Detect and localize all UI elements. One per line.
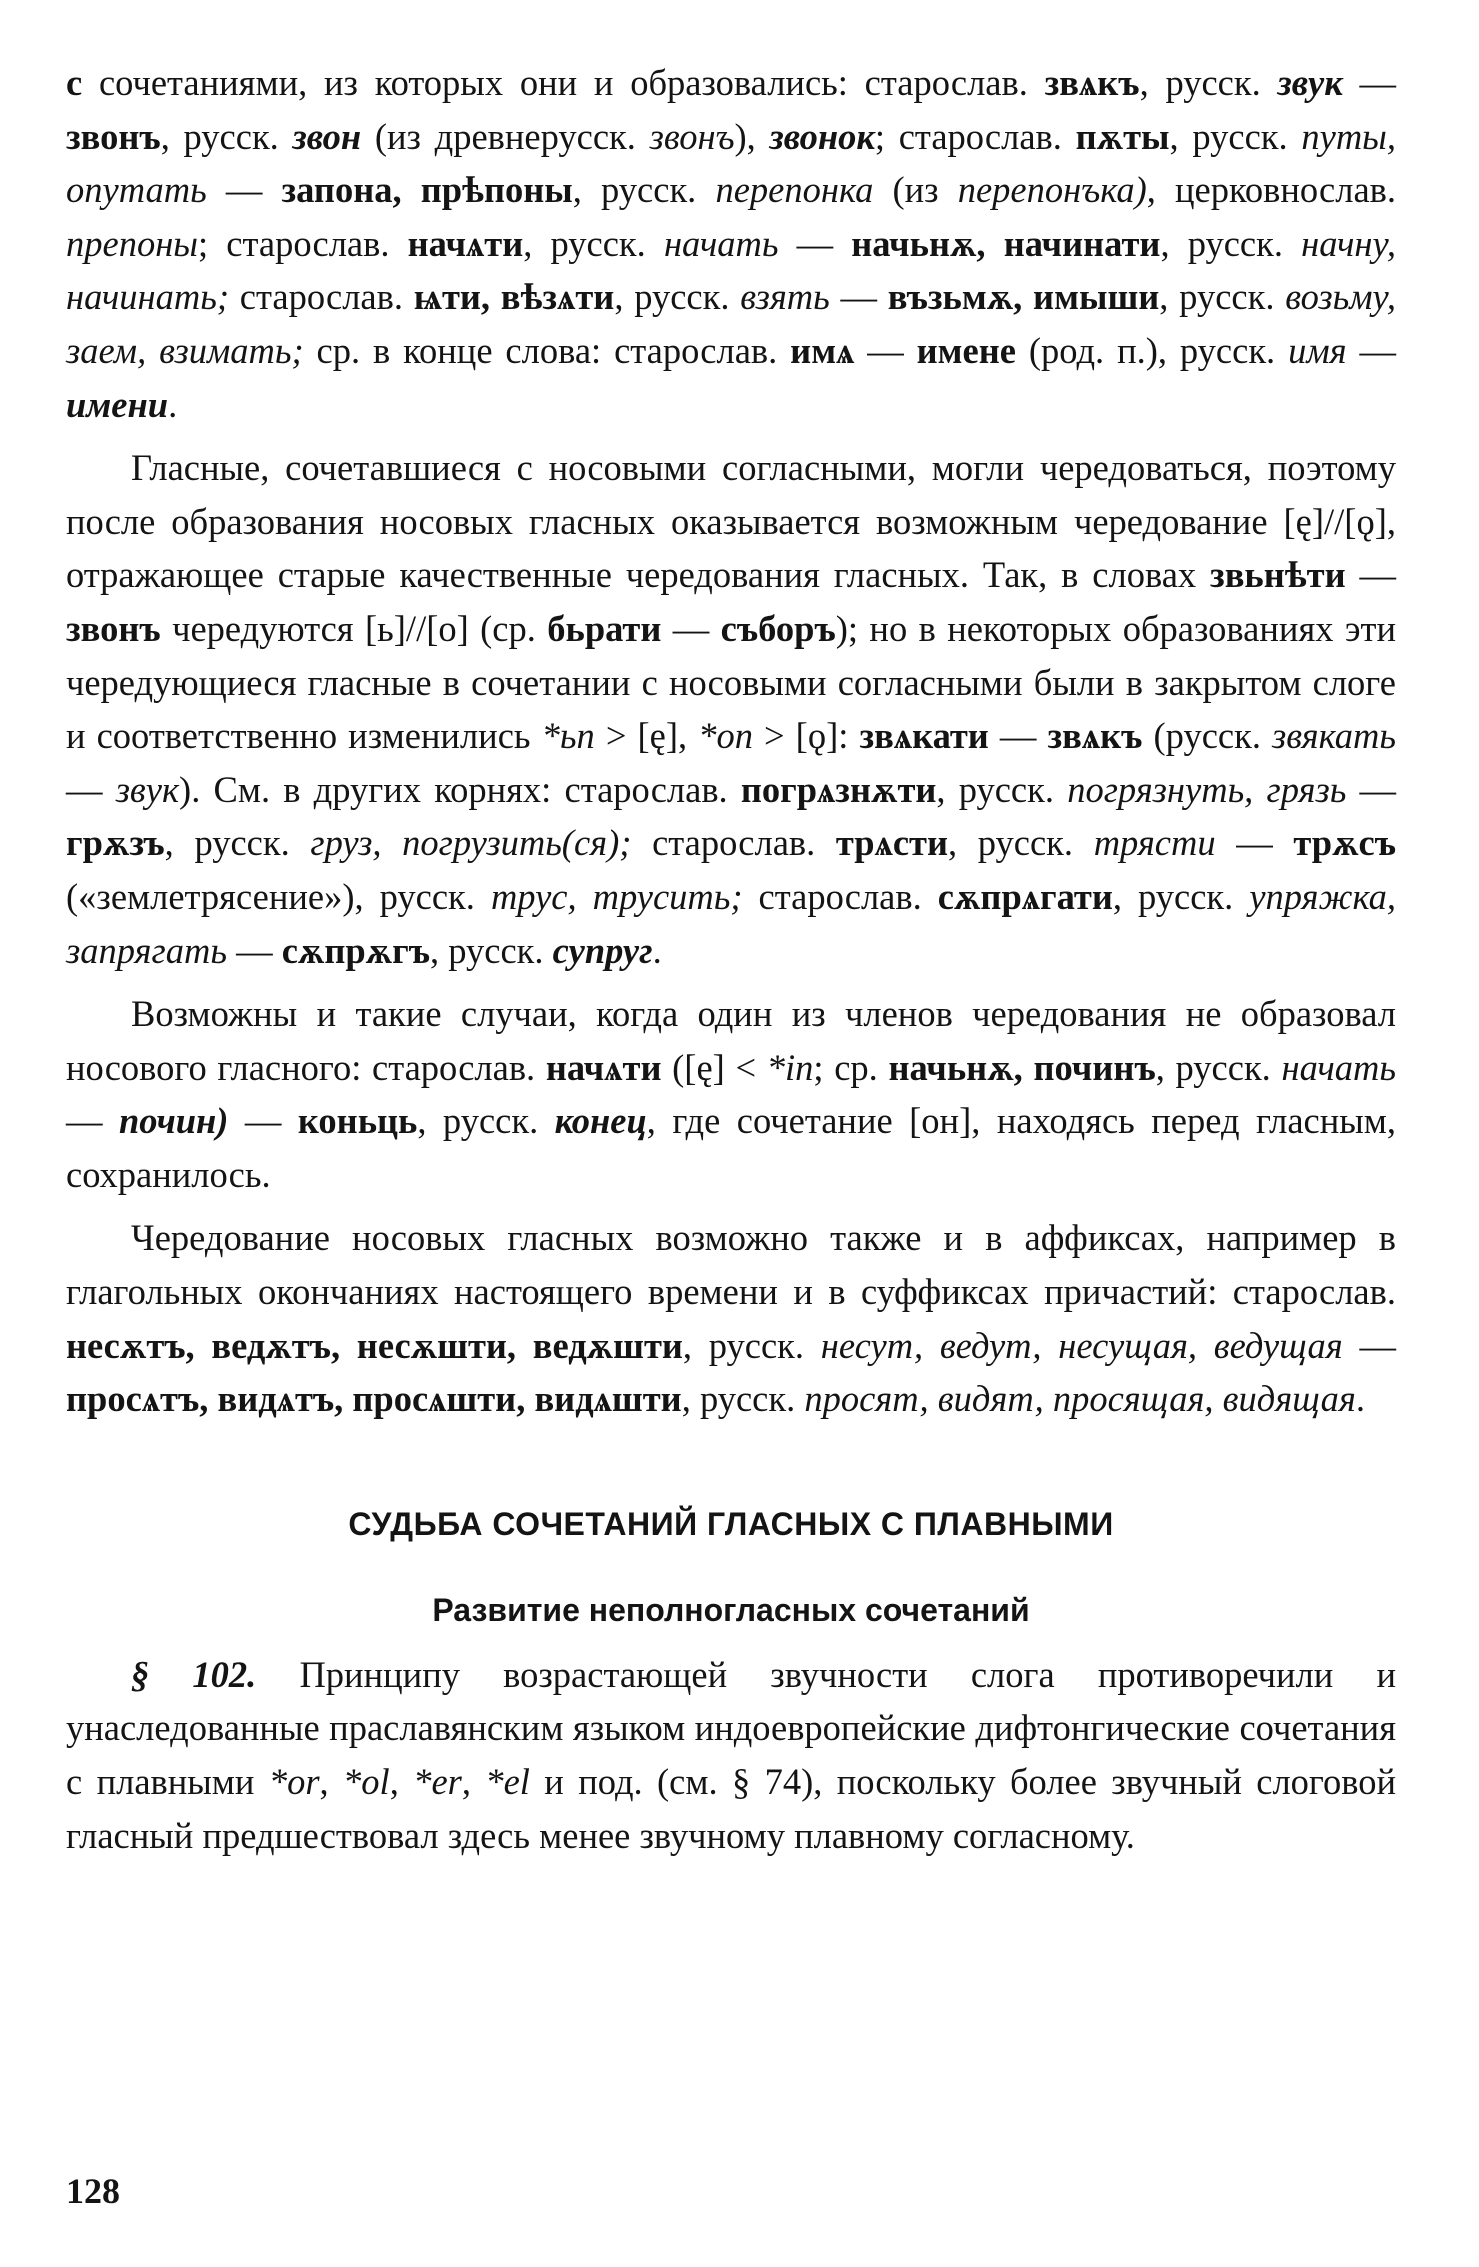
- text-run: , русск.: [681, 1378, 805, 1420]
- text-run: , русск.: [1112, 875, 1250, 917]
- text-run: перепонка: [715, 169, 874, 211]
- text-run: *on: [698, 715, 753, 757]
- text-run: (род. п.), русск.: [1015, 329, 1289, 371]
- text-run: просѧтъ, видѧтъ, просѧшти, видѧшти: [66, 1378, 682, 1420]
- text-run: препоны: [66, 222, 199, 264]
- text-run: звук: [1277, 62, 1343, 103]
- text-run: —: [988, 715, 1048, 757]
- text-run: коньць: [297, 1100, 418, 1142]
- text-run: , русск.: [936, 768, 1068, 810]
- text-run: звонъ: [66, 115, 161, 157]
- text-run: —: [226, 929, 282, 971]
- text-run: звѧкъ: [1047, 715, 1143, 757]
- text-run: супруг: [552, 929, 653, 971]
- text-run: , русск.: [164, 822, 311, 864]
- text-run: —: [854, 329, 917, 371]
- text-run: , русск.: [948, 822, 1094, 864]
- text-run: просят, видят, просящая, видящая: [804, 1378, 1356, 1420]
- text-run: звѧкати: [859, 715, 989, 757]
- paragraph-1: [66, 56, 1396, 431]
- text-run: —: [1342, 1324, 1396, 1366]
- text-run: имѧ: [790, 329, 855, 371]
- text-run: начать: [663, 222, 779, 264]
- text-run: сѫпрѧгати: [937, 875, 1113, 917]
- paragraph-3: [66, 987, 1396, 1201]
- text-run: возьму, заем, взимать;: [66, 276, 1397, 371]
- text-run: имя: [1288, 329, 1347, 371]
- text-run: трясти: [1093, 822, 1216, 864]
- text-run: ),: [734, 115, 770, 157]
- text-run: начѧти: [407, 222, 524, 264]
- text-run: несѫтъ, ведѫтъ, несѫшти, ведѫшти: [66, 1324, 683, 1366]
- text-run: пѫты: [1075, 115, 1170, 157]
- text-run: > [ę],: [594, 715, 699, 757]
- text-run: , русск.: [430, 929, 553, 971]
- text-run: старослав.: [742, 875, 938, 917]
- text-run: Гласные, сочетавшиеся с носовыми согласными, могли чередоваться, поэтому после образования носовых гласных оказывается возможным чередование [ę]//[ǫ], отражающее старые качественные чередования гласных. Так, в словах: [66, 447, 1396, 596]
- text-run: бьрати: [547, 607, 662, 649]
- text-run: > [ǫ]:: [752, 715, 860, 757]
- text-run: (русск.: [1142, 715, 1273, 757]
- text-run: упряжка, запрягать: [66, 875, 1396, 971]
- text-run: звякать: [1272, 715, 1397, 757]
- page-number: 128: [66, 2171, 120, 2211]
- text-run: груз, погрузить(ся);: [310, 822, 632, 864]
- text-run: Принципу возрастающей звучности слога противоречили и унаследованные праславянским языком индоевропейские дифтонгические сочетания с плавными: [66, 1653, 1396, 1803]
- text-run: звонъ: [66, 607, 161, 649]
- text-run: звонок: [769, 115, 875, 157]
- text-run: перепонъка): [957, 169, 1147, 211]
- text-run: имени: [66, 383, 169, 425]
- text-run: —: [829, 276, 888, 318]
- text-run: начѧти: [545, 1046, 662, 1088]
- text-run: Возможны и такие случаи, когда один из членов чередования не образовал носового гласного: старослав.: [66, 993, 1396, 1088]
- text-run: , русск.: [1159, 276, 1286, 318]
- text-run: трѫсъ: [1293, 822, 1397, 864]
- text-run: звонъ: [649, 115, 735, 157]
- text-run: —: [1345, 554, 1397, 596]
- subsection-heading: Развитие неполногласных сочетаний: [432, 1591, 1030, 1628]
- text-run: звѧкъ: [1044, 62, 1140, 103]
- text-run: начну, начинать;: [66, 222, 1397, 318]
- text-run: ,: [389, 1761, 414, 1803]
- text-run: —: [1346, 768, 1397, 810]
- text-run: , церковнослав.: [1146, 169, 1397, 211]
- text-run: , русск.: [682, 1324, 821, 1366]
- text-run: (из: [873, 169, 958, 211]
- text-run: *ьn: [541, 715, 595, 757]
- text-run: сѫпрѫгъ: [281, 929, 431, 971]
- text-run: начьнѫ, починъ: [888, 1046, 1156, 1088]
- text-run: грѫзъ: [66, 822, 165, 864]
- text-run: ,: [461, 1761, 486, 1803]
- text-run: путы, опутать: [66, 115, 1397, 211]
- text-run: (из древнерусск.: [361, 115, 650, 157]
- text-run: —: [661, 607, 721, 649]
- text-run: , русск.: [523, 222, 664, 264]
- text-run: сочетаниями, из которых они и образовались: старослав.: [82, 62, 1045, 103]
- text-run: , русск.: [1160, 222, 1302, 264]
- text-run: ѩти, вѣзѧти: [413, 276, 615, 318]
- text-run: ([ę] <: [661, 1046, 767, 1088]
- text-run: ,: [319, 1761, 344, 1803]
- text-run: .: [168, 383, 178, 425]
- text-run: , русск.: [572, 169, 716, 211]
- text-run: —: [206, 169, 282, 211]
- text-run: , русск.: [1155, 1046, 1282, 1088]
- text-run: запона, прѣпоны: [281, 169, 573, 211]
- text-run: ). См. в других корнях: старослав.: [179, 768, 741, 810]
- text-run: конец: [554, 1100, 647, 1142]
- text-run: , русск.: [1169, 115, 1302, 157]
- text-run: , русск.: [160, 115, 293, 157]
- text-run: начьнѫ, начинати: [851, 222, 1161, 264]
- text-run: и под. (см. § 74), поскольку более звучный слоговой гласный предшествовал здесь менее звучному плавному согласному.: [66, 1761, 1396, 1856]
- text-run: погрязнуть, грязь: [1067, 768, 1347, 810]
- text-run: .: [1355, 1378, 1366, 1420]
- text-run: —: [228, 1100, 298, 1142]
- text-run: старослав.: [229, 276, 414, 318]
- text-run: —: [1342, 62, 1397, 103]
- text-run: ; старослав.: [198, 222, 408, 264]
- text-run: *or: [268, 1761, 320, 1803]
- text-run: звьнѣти: [1210, 554, 1346, 596]
- text-run: , русск.: [614, 276, 741, 318]
- paragraph-2: [66, 441, 1396, 977]
- text-run: начать: [1281, 1046, 1396, 1088]
- text-run: —: [1215, 822, 1294, 864]
- text-run: несут, ведут, несущая, ведущая: [820, 1324, 1343, 1366]
- text-run: съборъ: [720, 607, 836, 649]
- paragraph-5: [66, 1648, 1396, 1862]
- text-run: , где сочетание [он], находясь перед гласным, сохранилось.: [66, 1100, 1397, 1195]
- text-run: почин): [118, 1100, 229, 1142]
- text-run: ; ср.: [813, 1046, 889, 1088]
- text-run: —: [1346, 329, 1397, 371]
- page-body: [66, 56, 1396, 1862]
- text-run: § 102.: [131, 1653, 300, 1695]
- paragraph-4: [66, 1211, 1396, 1425]
- text-run: трус, трусить;: [490, 875, 743, 917]
- text-run: трѧсти: [835, 822, 948, 864]
- text-run: («землетрясение»), русск.: [66, 875, 491, 917]
- text-run: *in: [766, 1046, 814, 1088]
- text-run: —: [778, 222, 852, 264]
- text-run: .: [652, 929, 662, 971]
- text-run: звук: [115, 768, 180, 810]
- text-run: *er: [413, 1761, 462, 1803]
- text-run: имене: [916, 329, 1016, 371]
- text-run: Чередование носовых гласных возможно также и в аффиксах, например в глагольных окончаниях настоящего времени и в суффиксах причастий: старослав.: [66, 1217, 1396, 1313]
- text-run: ср. в конце слова: старослав.: [303, 329, 791, 371]
- text-run: погрѧзнѫти: [740, 768, 937, 810]
- text-run: ; старослав.: [874, 115, 1076, 157]
- text-run: *ol: [343, 1761, 390, 1803]
- text-run: —: [66, 1100, 119, 1142]
- text-run: възьмѫ, имыши: [887, 276, 1160, 318]
- text-run: ); но в некоторых образованиях эти чередующиеся гласные в сочетании с носовыми согласными были в закрытом слоге и соответственно изменились: [66, 607, 1397, 757]
- text-run: , русск.: [417, 1100, 555, 1142]
- text-run: , русск.: [1139, 62, 1278, 103]
- text-run: *el: [485, 1761, 530, 1803]
- text-run: с: [66, 62, 83, 103]
- text-run: старослав.: [631, 822, 836, 864]
- text-run: —: [66, 768, 116, 810]
- text-run: взять: [740, 276, 830, 318]
- text-run: чередуются [ь]//[о] (ср.: [160, 607, 548, 649]
- section-heading: СУДЬБА СОЧЕТАНИЙ ГЛАСНЫХ С ПЛАВНЫМИ: [348, 1505, 1114, 1542]
- text-run: звон: [292, 115, 362, 157]
